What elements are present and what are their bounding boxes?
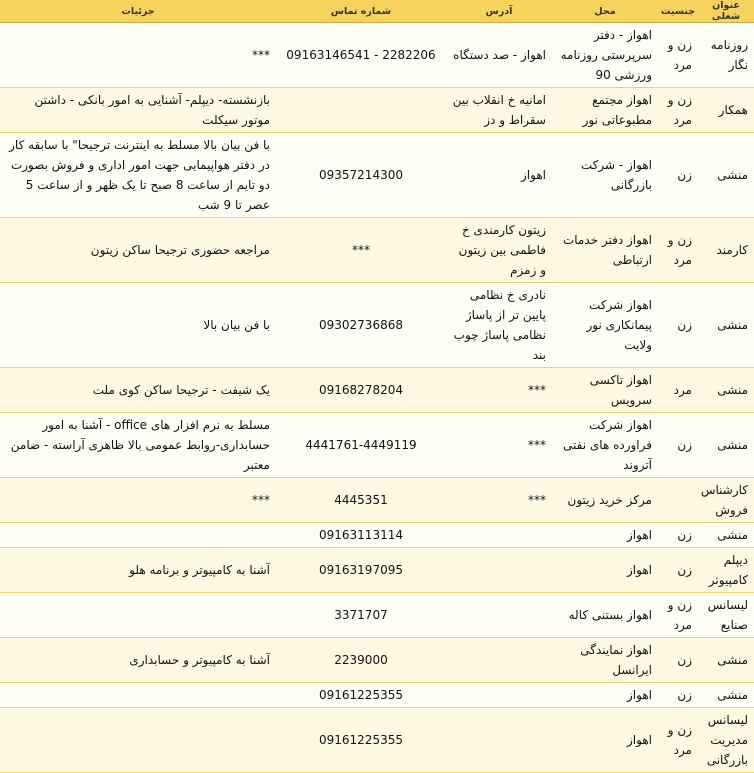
gender-cell: زن xyxy=(658,133,698,218)
job-title-cell: دیپلم کامپیوتر xyxy=(698,548,754,593)
job-title-cell: منشی xyxy=(698,133,754,218)
header-location: محل xyxy=(552,0,658,23)
details-cell: با فن بیان بالا مسلط به اینترنت ترجیحا" با سابقه کار در دفتر هواپیمایی جهت امور اداری و فروش بصورت دو تایم از ساعت 8 صبح تا یک ظهر و از ساعت 5 عصر تا 9 شب xyxy=(0,133,276,218)
header-gender: جنسیت xyxy=(658,0,698,23)
phone-cell: 09302736868 xyxy=(276,283,446,368)
header-address: آدرس xyxy=(446,0,552,23)
phone-cell: 09163197095 xyxy=(276,548,446,593)
location-cell: اهواز xyxy=(552,548,658,593)
location-cell: اهواز دفتر خدمات ارتباطی xyxy=(552,218,658,283)
gender-cell: زن و مرد xyxy=(658,593,698,638)
address-cell: اهواز xyxy=(446,133,552,218)
gender-cell: زن xyxy=(658,638,698,683)
address-cell: نادری خ نظامی پایین تر از پاساژ نظامی پاساژ چوب بند xyxy=(446,283,552,368)
job-title-cell: لیسانس صنایع xyxy=(698,593,754,638)
gender-cell xyxy=(658,478,698,523)
table-row xyxy=(0,218,754,283)
details-cell: آشنا به کامپیوتر و برنامه هلو xyxy=(0,548,276,593)
job-title-cell: منشی xyxy=(698,368,754,413)
table-row xyxy=(0,478,754,523)
gender-cell: زن xyxy=(658,523,698,548)
location-cell: اهواز شرکت فراورده های نفتی آتروند xyxy=(552,413,658,478)
phone-cell: *** xyxy=(276,218,446,283)
phone-cell: 09357214300 xyxy=(276,133,446,218)
location-cell: اهواز بستنی کاله xyxy=(552,593,658,638)
table-row xyxy=(0,23,754,88)
gender-cell: زن و مرد xyxy=(658,88,698,133)
phone-cell: 09163113114 xyxy=(276,523,446,548)
table-row xyxy=(0,133,754,218)
details-cell xyxy=(0,593,276,638)
location-cell: اهواز شرکت پیمانکاری نور ولایت xyxy=(552,283,658,368)
address-cell xyxy=(446,548,552,593)
header-row xyxy=(0,0,754,23)
table-row xyxy=(0,708,754,773)
location-cell: اهواز تاکسی سرویس xyxy=(552,368,658,413)
job-title-cell: همکار xyxy=(698,88,754,133)
gender-cell: زن xyxy=(658,548,698,593)
location-cell: اهواز مجتمع مطبوعاتی نور xyxy=(552,88,658,133)
address-cell: *** xyxy=(446,368,552,413)
details-cell xyxy=(0,708,276,773)
table-row xyxy=(0,683,754,708)
address-cell: زیتون کارمندی خ فاطمی بین زیتون و زمزم xyxy=(446,218,552,283)
phone-cell: 09161225355 xyxy=(276,683,446,708)
details-cell: *** xyxy=(0,478,276,523)
table-row xyxy=(0,593,754,638)
table-row xyxy=(0,638,754,683)
address-cell: *** xyxy=(446,478,552,523)
job-title-cell: منشی xyxy=(698,413,754,478)
details-cell: مراجعه حضوری ترجیحا ساکن زیتون xyxy=(0,218,276,283)
address-cell xyxy=(446,683,552,708)
address-cell xyxy=(446,708,552,773)
location-cell: اهواز نمایندگی ایرانسل xyxy=(552,638,658,683)
job-title-cell: لیسانس مدیریت بازرگانی xyxy=(698,708,754,773)
phone-cell: 09168278204 xyxy=(276,368,446,413)
phone-cell: 2239000 xyxy=(276,638,446,683)
location-cell: اهواز - دفتر سرپرستی روزنامه ورزشی 90 xyxy=(552,23,658,88)
job-title-cell: کارشناس فروش xyxy=(698,478,754,523)
details-cell xyxy=(0,523,276,548)
phone-cell: 3371707 xyxy=(276,593,446,638)
table-row xyxy=(0,548,754,593)
details-cell: یک شیفت - ترجیحا ساکن کوی ملت xyxy=(0,368,276,413)
phone-cell: 4441761-4449119 xyxy=(276,413,446,478)
address-cell xyxy=(446,593,552,638)
phone-cell: 2282206 - 09163146541 xyxy=(276,23,446,88)
phone-cell xyxy=(276,88,446,133)
location-cell: اهواز xyxy=(552,523,658,548)
gender-cell: زن و مرد xyxy=(658,218,698,283)
job-title-cell: منشی xyxy=(698,683,754,708)
details-cell: با فن بیان بالا xyxy=(0,283,276,368)
location-cell: مرکز خرید زیتون xyxy=(552,478,658,523)
job-title-cell: منشی xyxy=(698,283,754,368)
details-cell: آشنا به کامپیوتر و حسابداری xyxy=(0,638,276,683)
header-phone: شماره تماس xyxy=(276,0,446,23)
address-cell xyxy=(446,638,552,683)
gender-cell: زن xyxy=(658,413,698,478)
job-title-cell: منشی xyxy=(698,523,754,548)
details-cell xyxy=(0,683,276,708)
table-row xyxy=(0,413,754,478)
address-cell: اهواز - صد دستگاه xyxy=(446,23,552,88)
header-job-title: عنوان شغلی xyxy=(698,0,754,23)
job-title-cell: روزنامه نگار xyxy=(698,23,754,88)
phone-cell: 09161225355 xyxy=(276,708,446,773)
details-cell: *** xyxy=(0,23,276,88)
job-title-cell: کارمند xyxy=(698,218,754,283)
gender-cell: مرد xyxy=(658,368,698,413)
table-row xyxy=(0,283,754,368)
address-cell: *** xyxy=(446,413,552,478)
table-row xyxy=(0,368,754,413)
address-cell: امانیه خ انقلاب بین سقراط و دز xyxy=(446,88,552,133)
details-cell: بازنشسته- دیپلم- آشنایی به امور بانکی - داشتن موتور سیکلت xyxy=(0,88,276,133)
gender-cell: زن و مرد xyxy=(658,23,698,88)
location-cell: اهواز - شرکت بازرگانی xyxy=(552,133,658,218)
gender-cell: زن و مرد xyxy=(658,708,698,773)
gender-cell: زن xyxy=(658,283,698,368)
table-row xyxy=(0,523,754,548)
phone-cell: 4445351 xyxy=(276,478,446,523)
details-cell: مسلط به نرم افزار های office - آشنا به امور حسابداری-روابط عمومی بالا ظاهری آراسته - ضامن معتبر xyxy=(0,413,276,478)
table-row xyxy=(0,88,754,133)
job-title-cell: منشی xyxy=(698,638,754,683)
header-details: جزئیات xyxy=(0,0,276,23)
address-cell xyxy=(446,523,552,548)
location-cell: اهواز xyxy=(552,683,658,708)
gender-cell: زن xyxy=(658,683,698,708)
location-cell: اهواز xyxy=(552,708,658,773)
